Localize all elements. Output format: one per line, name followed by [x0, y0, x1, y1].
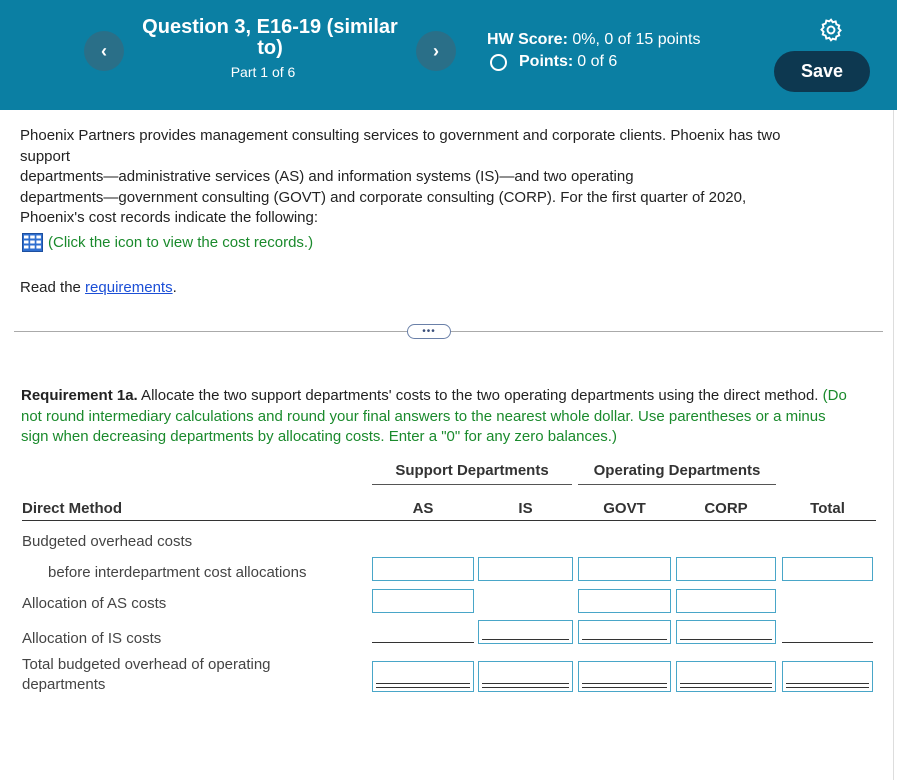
- input-total-as[interactable]: [372, 661, 474, 692]
- hw-score-label: HW Score:: [487, 31, 568, 48]
- settings-button[interactable]: [818, 17, 844, 43]
- row-label-before-allocations: before interdepartment cost allocations: [48, 564, 307, 581]
- input-total-is[interactable]: [478, 661, 573, 692]
- question-header: [0, 0, 897, 110]
- operating-departments-header: Operating Departments: [578, 462, 776, 485]
- previous-question-button[interactable]: [84, 31, 124, 71]
- read-suffix: .: [172, 279, 177, 296]
- input-allocation-is-corp[interactable]: [676, 620, 776, 644]
- requirements-link[interactable]: requirements: [85, 279, 173, 296]
- underline-allocation-is-total: [782, 642, 873, 643]
- question-title: Question 3, E16-19 (similar to): [142, 16, 398, 59]
- row-label-total-line1: Total budgeted overhead of operating: [22, 656, 271, 673]
- cost-records-link[interactable]: [22, 233, 313, 252]
- intro-line: departments—government consulting (GOVT) and corporate consulting (CORP). For the first quarter of 2020,: [20, 188, 747, 206]
- col-total-header: Total: [810, 500, 845, 517]
- chevron-right-icon: ›: [433, 40, 439, 61]
- row-label-total-line2: departments: [22, 676, 106, 693]
- progress-ring-icon: [490, 54, 507, 71]
- points-label: Points:: [519, 53, 574, 70]
- input-allocation-is-is[interactable]: [478, 620, 573, 644]
- input-budgeted-total[interactable]: [782, 557, 873, 581]
- hw-score: [487, 31, 700, 49]
- next-question-button[interactable]: [416, 31, 456, 71]
- input-total-govt[interactable]: [578, 661, 671, 692]
- input-total-corp[interactable]: [676, 661, 776, 692]
- input-budgeted-as[interactable]: [372, 557, 474, 581]
- cost-records-link-text[interactable]: (Click the icon to view the cost records.): [48, 234, 314, 251]
- expand-more-button[interactable]: [407, 324, 451, 339]
- gear-icon: [818, 17, 844, 43]
- requirement-text: [21, 386, 851, 448]
- question-part: Part 1 of 6: [230, 64, 296, 80]
- input-allocation-is-govt[interactable]: [578, 620, 671, 644]
- points-value: 0 of 6: [577, 53, 618, 70]
- underline-allocation-is-as: [372, 642, 474, 643]
- requirement-label: Requirement 1a.: [21, 387, 138, 404]
- read-requirements: [20, 279, 177, 296]
- direct-method-header: Direct Method: [22, 500, 123, 517]
- row-label-allocation-is: Allocation of IS costs: [22, 630, 162, 647]
- input-total-total[interactable]: [782, 661, 873, 692]
- input-budgeted-corp[interactable]: [676, 557, 776, 581]
- requirement-body: Allocate the two support departments' costs to the two operating departments using the direct method.: [137, 387, 823, 404]
- problem-statement: [20, 126, 850, 229]
- col-corp-header: CORP: [704, 500, 748, 517]
- hw-score-value: 0%, 0 of 15 points: [572, 31, 701, 48]
- col-govt-header: GOVT: [603, 500, 646, 517]
- row-label-allocation-as: Allocation of AS costs: [22, 595, 167, 612]
- support-departments-header: Support Departments: [372, 462, 572, 485]
- table-grid-icon[interactable]: [22, 233, 43, 252]
- input-allocation-as-as[interactable]: [372, 589, 474, 613]
- input-budgeted-is[interactable]: [478, 557, 573, 581]
- chevron-left-icon: ‹: [101, 40, 107, 61]
- row-label-budgeted: Budgeted overhead costs: [22, 533, 193, 550]
- save-button[interactable]: Save: [774, 51, 870, 92]
- header-rule: [22, 520, 876, 521]
- scroll-edge: [893, 110, 894, 780]
- input-allocation-as-corp[interactable]: [676, 589, 776, 613]
- intro-line: Phoenix Partners provides management consulting services to government and corporate clients. Phoenix has two: [20, 127, 781, 144]
- col-as-header: AS: [412, 500, 434, 517]
- requirement-instructions: (Do not round intermediary calculations and round your final answers to the nearest whole dollar. Use parentheses or a minus sign when decreasing departments by allocating costs. Enter a "0" for any zero balances.): [21, 387, 847, 445]
- col-is-header: IS: [518, 500, 533, 517]
- read-prefix: Read the: [20, 279, 86, 296]
- row-label-total: [22, 655, 271, 695]
- ellipsis-icon: •••: [422, 325, 436, 337]
- intro-line: support: [20, 147, 71, 165]
- intro-line: Phoenix's cost records indicate the following:: [20, 209, 319, 226]
- points: [490, 53, 617, 71]
- input-budgeted-govt[interactable]: [578, 557, 671, 581]
- input-allocation-as-govt[interactable]: [578, 589, 671, 613]
- intro-line: departments—administrative services (AS) and information systems (IS)—and two operating: [20, 168, 634, 185]
